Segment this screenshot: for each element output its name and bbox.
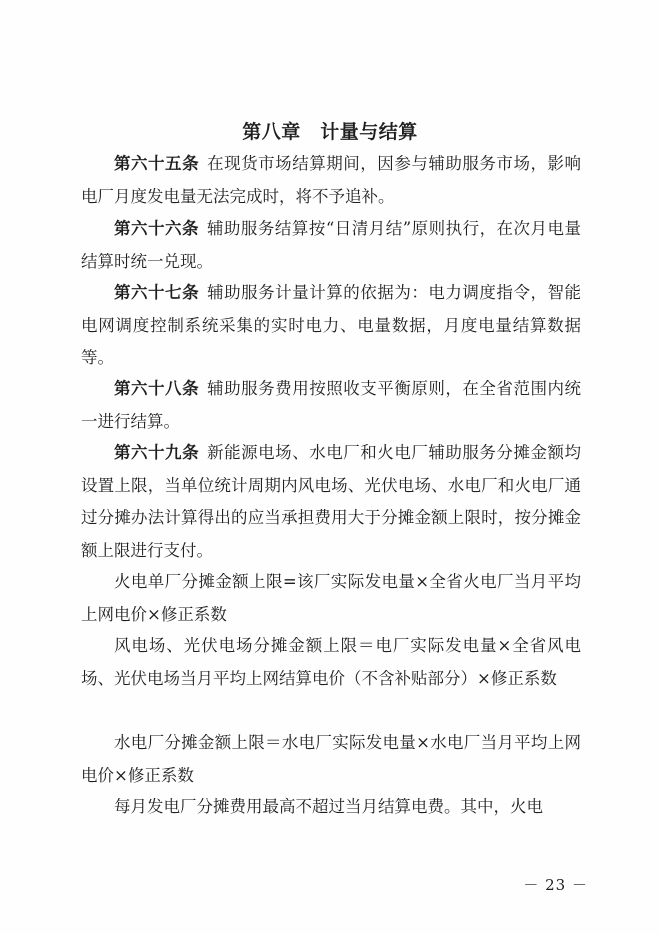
article-text: 辅助服务结算按“日清月结”原则执行，在次月电量结算时统一兑现。 bbox=[81, 219, 582, 271]
article-69 bbox=[81, 437, 581, 567]
formula-hydro-cap bbox=[81, 727, 581, 792]
article-text: 在现货市场结算期间，因参与辅助服务市场，影响电厂月度发电量无法完成时，将不予追补。 bbox=[81, 154, 582, 206]
article-65 bbox=[81, 148, 581, 213]
formula-thermal-cap bbox=[81, 566, 581, 631]
article-66 bbox=[81, 213, 581, 278]
article-number: 第六十九条 bbox=[114, 443, 200, 462]
paragraph-text: 每月发电厂分摊费用最高不超过当月结算电费。其中，火电 bbox=[114, 797, 543, 816]
article-number: 第六十五条 bbox=[114, 154, 200, 173]
formula-text: 火电单厂分摊金额上限=该厂实际发电量×全省火电厂当月平均上网电价×修正系数 bbox=[81, 572, 581, 624]
formula-wind-solar-cap bbox=[81, 630, 581, 695]
article-number: 第六十八条 bbox=[114, 379, 200, 398]
paragraph-monthly-cap bbox=[81, 791, 581, 824]
chapter-title: 第八章 计量与结算 bbox=[242, 121, 418, 143]
article-text: 辅助服务计量计算的依据为：电力调度指令，智能电网调度控制系统采集的实时电力、电量数据，月度电量结算数据等。 bbox=[81, 283, 582, 367]
article-number: 第六十七条 bbox=[114, 283, 200, 302]
formula-text: 水电厂分摊金额上限＝水电厂实际发电量×水电厂当月平均上网电价×修正系数 bbox=[81, 733, 581, 785]
article-text: 新能源电场、水电厂和火电厂辅助服务分摊金额均设置上限，当单位统计周期内风电场、光伏电场、水电厂和火电厂通过分摊办法计算得出的应当承担费用大于分摊金额上限时，按分摊金额上限进行支付。 bbox=[81, 443, 582, 560]
article-text: 辅助服务费用按照收支平衡原则，在全省范围内统一进行结算。 bbox=[81, 379, 582, 431]
formula-text: 风电场、光伏电场分摊金额上限＝电厂实际发电量×全省风电场、光伏电场当月平均上网结算电价（不含补贴部分）×修正系数 bbox=[81, 636, 581, 688]
article-67 bbox=[81, 277, 581, 375]
article-number: 第六十六条 bbox=[114, 219, 199, 238]
page-number: － 23 － bbox=[523, 876, 588, 894]
article-68 bbox=[81, 373, 581, 438]
